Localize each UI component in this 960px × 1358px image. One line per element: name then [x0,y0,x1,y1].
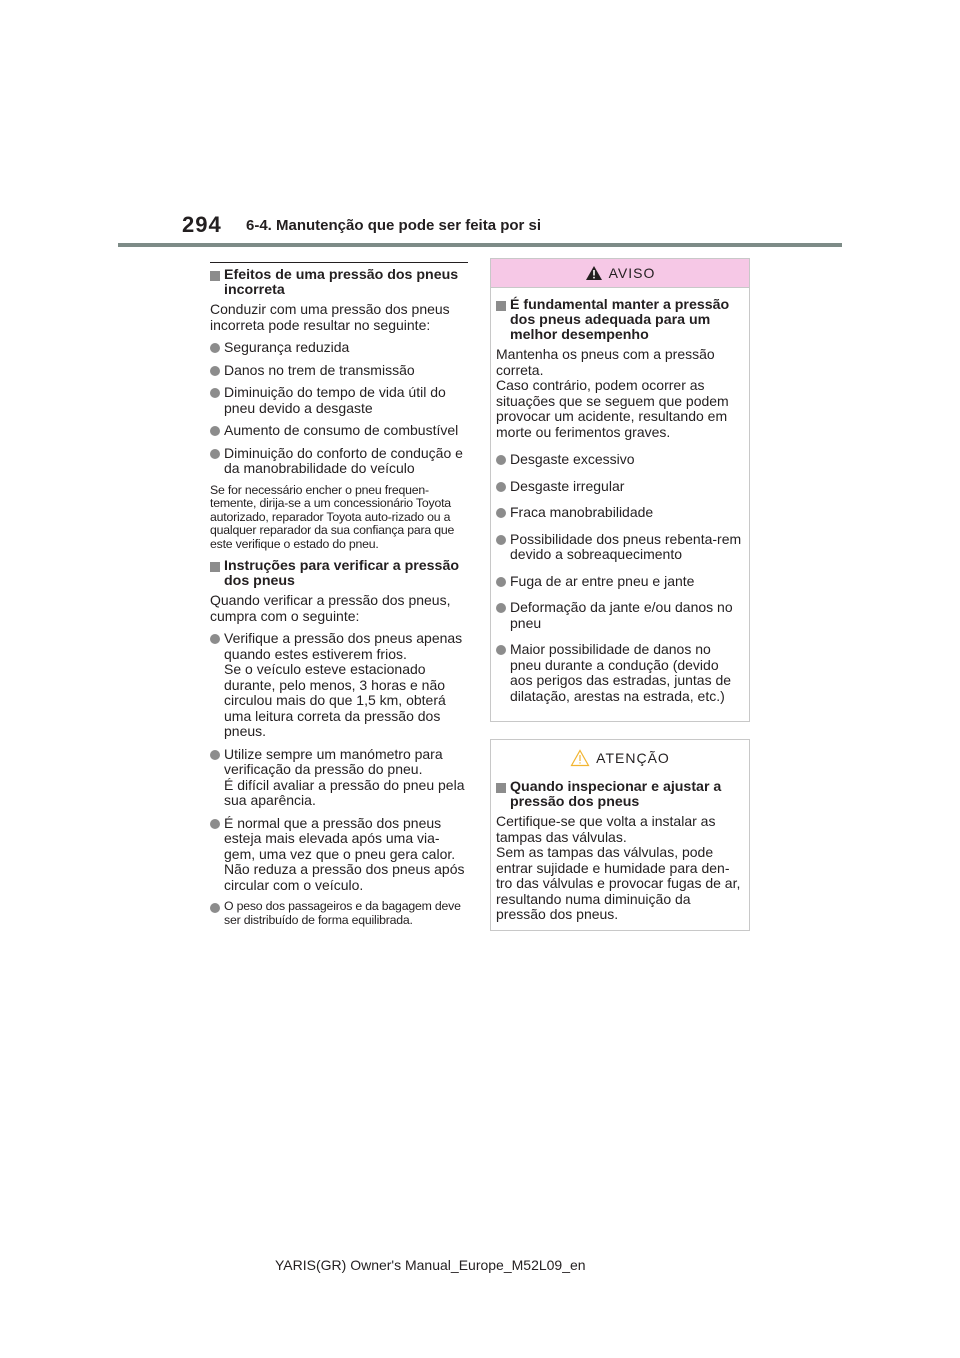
section-heading-effects: Efeitos de uma pressão dos pneus incorreta [210,262,468,298]
circle-bullet-icon [210,819,220,829]
list-item: Segurança reduzida [210,340,468,356]
square-bullet-icon [496,301,506,311]
section-intro: Conduzir com uma pressão dos pneus incorreta pode resultar no seguinte: [210,301,450,333]
circle-bullet-icon [496,455,506,465]
caution-heading: Quando inspecionar e ajustar a pressão dos pneus [496,780,744,810]
circle-bullet-icon [496,535,506,545]
list-item: Diminuição do tempo de vida útil do pneu devido a desgaste [210,385,468,416]
footer-text: YARIS(GR) Owner's Manual_Europe_M52L09_en [275,1257,586,1273]
circle-bullet-icon [210,426,220,436]
circle-bullet-icon [496,645,506,655]
warning-body [491,288,749,704]
list-item: Maior possibilidade de danos no pneu durante a condução (devido aos perigos das estradas, juntas de dilatação, arestas na estrada, etc.) [496,642,744,704]
list-item: Utilize sempre um manómetro para verificação da pressão do pneu. É difícil avaliar a pressão do pneu pela sua aparência. [210,747,468,809]
section-note: Se for necessário encher o pneu frequen-temente, dirija-se a um concessionário Toyota autorizado, reparador Toyota auto-rizado ou a qualquer reparador da sua confiança para que este verifique o estado do pneu. [210,482,455,551]
caution-header [491,742,749,774]
circle-bullet-icon [210,449,220,459]
circle-bullet-icon [210,343,220,353]
warning-heading: É fundamental manter a pressão dos pneus adequada para um melhor desempenho [496,298,744,343]
circle-bullet-icon [210,634,220,644]
warning-text: Mantenha os pneus com a pressão correta. Caso contrário, podem ocorrer as situações que se seguem que podem provocar um acidente, resultando em morte ou ferimentos graves. [496,346,729,440]
warning-label: AVISO [608,265,656,281]
square-bullet-icon [496,783,506,793]
square-bullet-icon [210,562,220,572]
section-intro: Quando verificar a pressão dos pneus, cumpra com o seguinte: [210,592,451,624]
page-header [0,0,960,260]
circle-bullet-icon [210,366,220,376]
list-item: Aumento de consumo de combustível [210,423,468,439]
header-divider [118,243,842,247]
warning-header [491,259,749,288]
list-item: Deformação da jante e/ou danos no pneu [496,600,744,631]
warning-triangle-icon [585,265,603,281]
list-item: Diminuição do conforto de condução e da manobrabilidade do veículo [210,446,468,477]
caution-triangle-icon [570,749,590,767]
circle-bullet-icon [210,750,220,760]
square-bullet-icon [210,271,220,281]
list-item: Desgaste irregular [496,479,744,495]
caution-text: Certifique-se que volta a instalar as tampas das válvulas. Sem as tampas das válvulas, pode entrar sujidade e humidade para den-tro das válvulas e provocar fugas de ar, resultando numa diminuição da pressão dos pneus. [496,813,741,922]
circle-bullet-icon [496,482,506,492]
caution-box [490,739,750,931]
list-item: Danos no trem de transmissão [210,363,468,379]
list-item: Desgaste excessivo [496,452,744,468]
section-title: 6-4. Manutenção que pode ser feita por si [246,217,542,234]
list-item: Verifique a pressão dos pneus apenas quando estes estiverem frios. Se o veículo esteve estacionado durante, pelo menos, 3 horas e não circulou mais do que 1,5 km, obterá uma leitura correta da pressão dos pneus. [210,631,468,740]
circle-bullet-icon [210,903,220,913]
circle-bullet-icon [496,508,506,518]
warning-box [490,258,750,722]
left-column [210,262,468,935]
circle-bullet-icon [210,388,220,398]
list-item: Fuga de ar entre pneu e jante [496,574,744,590]
caution-body [491,774,749,923]
section-heading-instructions: Instruções para verificar a pressão dos pneus [210,559,468,589]
page-number: 294 [182,212,222,237]
list-item: É normal que a pressão dos pneus esteja mais elevada após uma via-gem, uma vez que o pneu gera calor. Não reduza a pressão dos pneus após circular com o veículo. [210,816,468,894]
list-item: O peso dos passageiros e da bagagem deve ser distribuído de forma equilibrada. [210,900,468,927]
circle-bullet-icon [496,577,506,587]
list-item: Fraca manobrabilidade [496,505,744,521]
circle-bullet-icon [496,603,506,613]
list-item: Possibilidade dos pneus rebenta-rem devido a sobreaquecimento [496,532,744,563]
caution-label: ATENÇÃO [596,750,670,766]
